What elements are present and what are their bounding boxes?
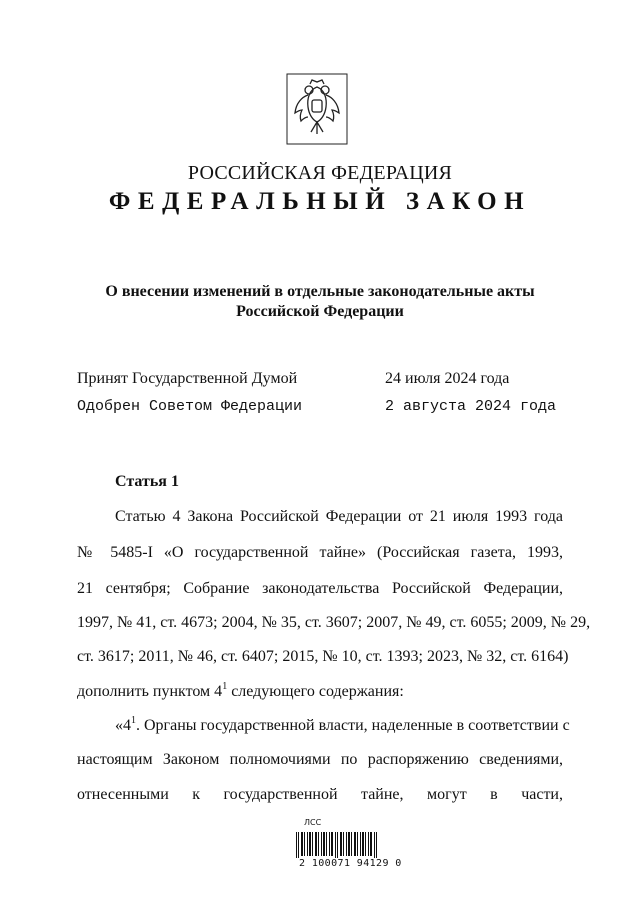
quote-line-3: отнесенными к государственной тайне, могут в части, [77,786,563,803]
barcode-mark: ЛСС [304,818,322,827]
barcode-number: 2 100071 94129 0 [299,858,402,869]
article-line-3: 21 сентября; Собрание законодательства Российской Федерации, [77,580,563,597]
law-subject-line-1: О внесении изменений в отдельные законодательные акты [105,283,535,300]
council-approval-label: Одобрен Советом Федерации [77,398,303,415]
article-line-2: № 5485-I «О государственной тайне» (Российская газета, 1993, [77,544,563,561]
article-line-4: 1997, № 41, ст. 4673; 2004, № 35, ст. 3607; 2007, № 49, ст. 6055; 2009, № 29, [77,614,591,631]
article-line-6: дополнить пунктом $4^1$ следующего содержания: [77,681,404,700]
article-heading: Статья 1 [115,473,179,490]
law-subject [0,282,640,322]
duma-adoption-date: 24 июля 2024 года [385,370,510,387]
country-name: РОССИЙСКАЯ ФЕДЕРАЦИЯ [187,162,453,184]
council-approval-date: 2 августа 2024 года [385,398,557,415]
quote-line-1: «$4^1$. Органы государственной власти, наделенные в соответствии с [115,715,570,734]
article-line-5: ст. 3617; 2011, № 46, ст. 6407; 2015, № 10, ст. 1393; 2023, № 32, ст. 6164) [77,648,569,665]
law-type-title: ФЕДЕРАЛЬНЫЙ ЗАКОН [108,188,532,215]
article-line-1: Статью 4 Закона Российской Федерации от 21 июля 1993 года [115,508,563,525]
state-emblem-icon [286,73,348,145]
law-subject-line-2: Российской Федерации [236,303,404,320]
quote-line-2: настоящим Законом полномочиями по распоряжению сведениями, [77,751,563,768]
duma-adoption-label: Принят Государственной Думой [77,370,298,387]
